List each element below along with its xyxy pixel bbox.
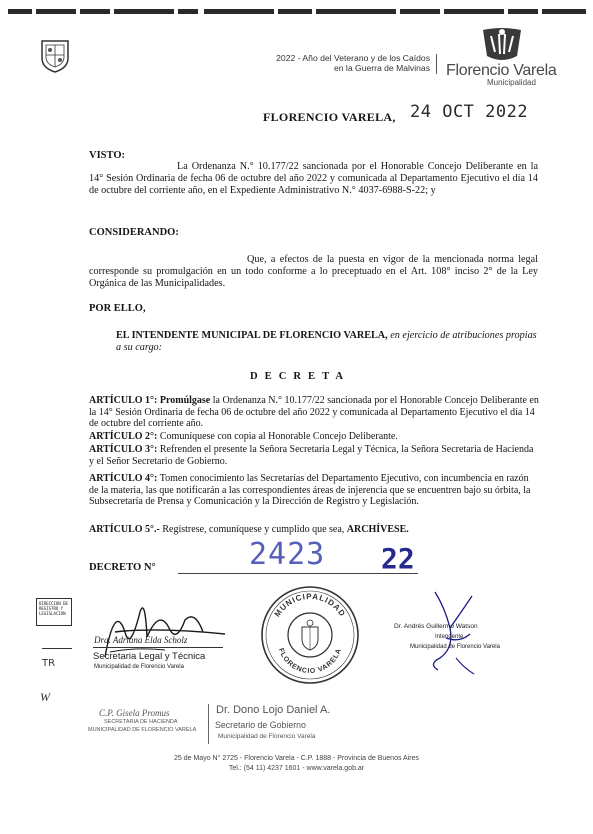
article-5 (89, 524, 539, 536)
decreto-label: DECRETO N° (89, 562, 156, 573)
signatory-gobierno-org: Municipalidad de Florencio Varela (218, 733, 316, 740)
registro-stamp-line-1: DIRECCION DE (39, 601, 68, 606)
signatory-left-org: Municipalidad de Florencio Varela (94, 664, 184, 670)
article-5-archivese: ARCHÍVESE. (346, 524, 409, 535)
signatory-right-name: Dr. Andrés Guillermo Watson (394, 623, 478, 630)
article-4-text: Tomen conocimiento las Secretarías del Departamento Ejecutivo, con incumbencia en razón de la materia, las que notificarán a las correspondientes áreas de injerencia que se encuentren bajo su órbita, la Subsecretaría de Prensa y Comunicación y la Dirección de Registro y Legislación. (89, 473, 531, 508)
intendente-clause (116, 330, 538, 354)
registro-stamp-line-2: REGISTRO Y (39, 606, 64, 611)
signature-intendente (420, 588, 480, 678)
florencio-varela-logo-icon (477, 26, 527, 64)
article-5-text: Regístrese, comuníquese y cumplido que sea, (162, 524, 345, 535)
signature-left-rule (93, 647, 223, 648)
scan-top-edge (0, 5, 593, 17)
visto-text: La Ordenanza N.° 10.177/22 sancionada por el Honorable Concejo Deliberante en la 14° Sesión Ordinaria de fecha 06 de octubre del año 2022 y comunicada al Departamento Ejecutivo el día 14 de octubre del corriente año, en el Expediente Administrativo N.° 4037-6988-S-22; y (89, 161, 538, 197)
svg-text:FLORENCIO VARELA (277, 647, 343, 675)
article-2-label: ARTÍCULO 2°: (89, 431, 158, 442)
registro-stamp-line-3: LEGISLACION (39, 611, 66, 616)
signatory-gobierno-name: Dr. Dono Lojo Daniel A. (216, 704, 331, 716)
brand-subtitle: Municipalidad (487, 78, 536, 87)
seal-bottom-text: FLORENCIO VARELA (277, 647, 344, 676)
header-divider (436, 54, 437, 74)
considerando-text: Que, a efectos de la puesta en vigor de la mencionada norma legal corresponde su promulgación en un todo conforme a lo preceptuado en el Art. 108° inciso 2° de la Ley Orgánica de las Municipalidades. (89, 254, 538, 290)
seal-top-text: MUNICIPALIDAD (272, 591, 348, 619)
article-3-text: Refrenden el presente la Señora Secretaria Legal y Técnica, la Señora Secretaria de Hacienda y el Señor Secretario de Gobierno. (89, 444, 534, 467)
margin-rule (42, 648, 72, 649)
municipal-seal-stamp (258, 583, 362, 687)
brand-name: Florencio Varela (446, 62, 557, 79)
signatory-hacienda-org: MUNICIPALIDAD DE FLORENCIO VARELA (88, 727, 197, 733)
signatory-hacienda-role: SECRETARIA DE HACIENDA (104, 719, 178, 725)
article-1 (89, 395, 539, 430)
municipal-shield-icon (36, 36, 74, 74)
article-4-label: ARTÍCULO 4°: (89, 473, 158, 484)
decreto-year-stamp: 22 (381, 542, 415, 575)
motto-line-1: 2022 - Año del Veterano y de los Caídos (276, 53, 430, 63)
article-1-lead: Promúlgase (159, 395, 211, 406)
intendente-title: EL INTENDENTE MUNICIPAL DE FLORENCIO VARELA, (116, 330, 388, 341)
handwritten-initial: W (40, 690, 50, 704)
footer-address: 25 de Mayo N° 2725 - Florencio Varela - C.P. 1888 - Provincia de Buenos Aires (174, 755, 419, 762)
article-3-label: ARTÍCULO 3°: (89, 444, 158, 455)
date-stamp: 24 OCT 2022 (410, 102, 529, 122)
signatory-right-org: Municipalidad de Florencio Varela (410, 644, 500, 650)
signatory-left-role: Secretaria Legal y Técnica (93, 651, 206, 662)
signatory-left-name: Dra. Adriana Elda Scholz (94, 635, 188, 645)
svg-text:MUNICIPALIDAD (273, 592, 348, 619)
article-4 (89, 473, 539, 508)
considerando-heading: CONSIDERANDO: (89, 227, 179, 238)
gobierno-stamp-rule (208, 704, 209, 744)
year-motto (222, 53, 430, 73)
article-1-label: ARTÍCULO 1°: (89, 395, 158, 406)
visto-heading: VISTO: (89, 150, 125, 161)
signatory-hacienda-name: C.P. Gisela Promus (99, 708, 170, 718)
por-ello-heading: POR ELLO, (89, 303, 146, 314)
signatory-right-role: Intendente (435, 634, 464, 640)
signatory-gobierno-role: Secretario de Gobierno (215, 720, 306, 730)
tr-initials: TR (42, 658, 56, 669)
decreto-number-stamp: 2423 (249, 537, 326, 572)
article-2-text: Comuníquese con copia al Honorable Concejo Deliberante. (159, 431, 398, 442)
decreta-heading: DECRETA (249, 371, 350, 382)
motto-line-2: en la Guerra de Malvinas (333, 63, 430, 73)
article-1-text: la Ordenanza N.° 10.177/22 sancionada por el Honorable Concejo Deliberante en la 14° Sesión Ordinaria de fecha 06 de octubre del año 2022 y comunicada al Departamento Ejecutivo el día 14 de octubre del corriente año. (89, 395, 539, 430)
registro-stamp (36, 598, 72, 626)
article-2 (89, 431, 539, 443)
article-3 (89, 444, 539, 467)
place-heading: FLORENCIO VARELA, (263, 110, 396, 124)
intendente-attributions: en ejercicio de atribuciones propias a su cargo: (116, 330, 537, 354)
article-5-label: ARTÍCULO 5°.- (89, 524, 160, 535)
footer-contact: Tel.: (54 11) 4237 1601 - www.varela.gob.ar (228, 765, 365, 772)
